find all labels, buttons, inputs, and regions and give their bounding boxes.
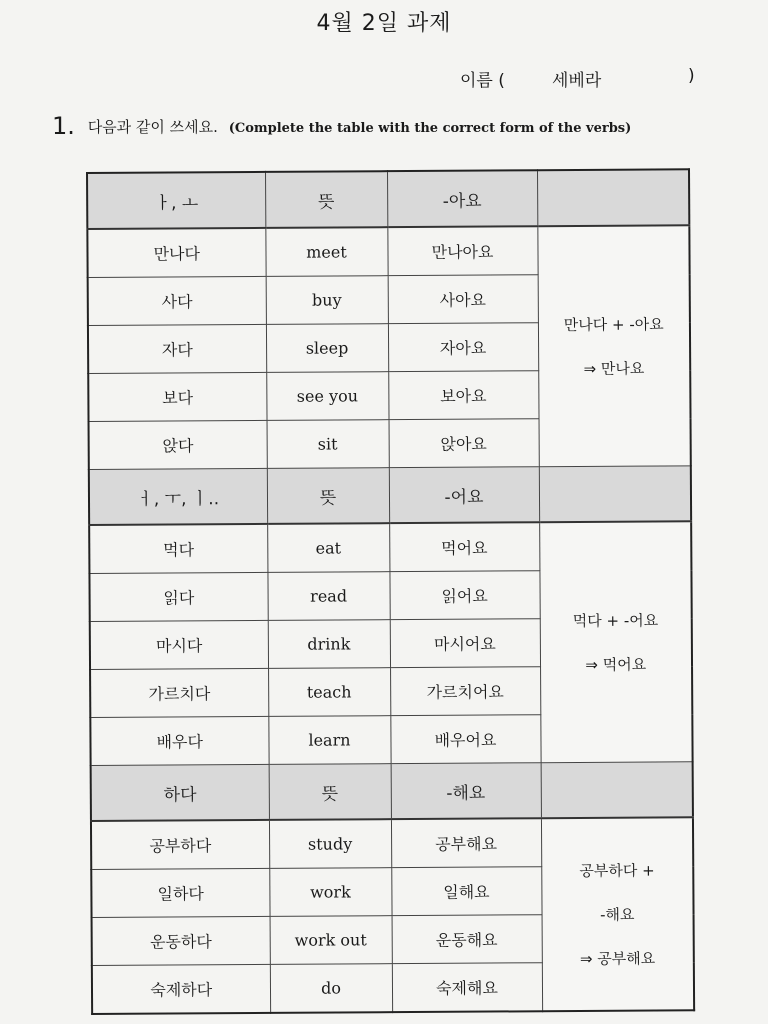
verb-dictionary-form: 먹다 bbox=[89, 524, 267, 574]
rule-line: 만나다 + -아요 bbox=[563, 314, 664, 334]
header-vowel-group: 하다 bbox=[91, 764, 269, 821]
question-number: 1. bbox=[52, 112, 75, 140]
rule-line: ⇒ 만나요 bbox=[583, 359, 645, 378]
header-ending: -아요 bbox=[387, 170, 537, 227]
verb-meaning: work out bbox=[270, 916, 392, 965]
verb-meaning: sleep bbox=[266, 324, 388, 373]
header-vowel-group: ㅏ, ㅗ bbox=[87, 172, 265, 229]
verb-meaning: meet bbox=[265, 227, 387, 276]
verb-dictionary-form: 마시다 bbox=[90, 620, 268, 669]
verb-dictionary-form: 자다 bbox=[88, 324, 266, 373]
verb-conjugated-form: 앉아요 bbox=[389, 419, 539, 468]
verb-conjugated-form: 숙제해요 bbox=[392, 963, 542, 1012]
verb-conjugated-form: 마시어요 bbox=[390, 619, 540, 668]
header-example bbox=[541, 762, 693, 818]
table-row bbox=[89, 521, 691, 573]
header-example bbox=[539, 466, 691, 522]
rule-line: 먹다 + -어요 bbox=[572, 611, 659, 630]
header-ending: -어요 bbox=[389, 467, 539, 523]
section-header-row bbox=[87, 169, 689, 229]
verb-conjugated-form: 배우어요 bbox=[390, 715, 540, 764]
verb-dictionary-form: 숙제하다 bbox=[92, 964, 270, 1014]
verb-meaning: study bbox=[269, 819, 391, 868]
verb-conjugated-form: 가르치어요 bbox=[390, 667, 540, 716]
header-meaning: 뜻 bbox=[269, 764, 391, 820]
header-vowel-group: ㅓ, ㅜ, ㅣ.. bbox=[89, 468, 267, 525]
verb-meaning: eat bbox=[267, 523, 389, 572]
verb-meaning: drink bbox=[268, 620, 390, 669]
verb-conjugated-form: 읽어요 bbox=[389, 571, 539, 620]
verb-dictionary-form: 가르치다 bbox=[90, 668, 268, 717]
verb-dictionary-form: 읽다 bbox=[89, 572, 267, 621]
rule-line: -해요 bbox=[600, 905, 635, 924]
verb-meaning: sit bbox=[267, 420, 389, 469]
verb-conjugated-form: 먹어요 bbox=[389, 522, 539, 571]
conjugation-rule-example bbox=[539, 521, 692, 762]
section-header-row bbox=[91, 762, 693, 821]
rule-line: 공부하다 + bbox=[579, 861, 655, 880]
section-header-row bbox=[89, 466, 691, 525]
rule-line: ⇒ 공부해요 bbox=[579, 949, 656, 968]
verb-conjugated-form: 만나아요 bbox=[387, 226, 537, 275]
verb-dictionary-form: 앉다 bbox=[89, 420, 267, 469]
verb-dictionary-form: 보다 bbox=[88, 372, 266, 421]
verb-conjugated-form: 운동해요 bbox=[392, 915, 542, 964]
header-example bbox=[537, 169, 689, 226]
verb-meaning: do bbox=[270, 964, 392, 1013]
verb-conjugated-form: 자아요 bbox=[388, 323, 538, 372]
table-row bbox=[91, 817, 693, 869]
header-meaning: 뜻 bbox=[265, 171, 387, 228]
verb-conjugated-form: 공부해요 bbox=[391, 818, 541, 867]
verb-meaning: learn bbox=[268, 716, 390, 765]
verb-conjugation-table bbox=[86, 168, 695, 1015]
verb-meaning: see you bbox=[266, 372, 388, 421]
verb-meaning: buy bbox=[266, 276, 388, 325]
verb-table-container bbox=[86, 168, 697, 1024]
instruction-korean: 다음과 같이 쓰세요. bbox=[87, 118, 218, 136]
student-name: 세베라 bbox=[552, 71, 602, 91]
verb-conjugated-form: 사아요 bbox=[388, 275, 538, 324]
name-line bbox=[460, 66, 695, 91]
verb-conjugated-form: 일해요 bbox=[391, 867, 541, 916]
page-title: 4월 2일 과제 bbox=[316, 11, 452, 36]
name-close-paren: ) bbox=[688, 66, 695, 86]
verb-dictionary-form: 일하다 bbox=[91, 868, 269, 917]
verb-meaning: read bbox=[267, 572, 389, 621]
verb-dictionary-form: 배우다 bbox=[90, 716, 268, 765]
rule-line: ⇒ 먹어요 bbox=[585, 655, 647, 674]
header-ending: -해요 bbox=[391, 763, 541, 819]
verb-dictionary-form: 공부하다 bbox=[91, 820, 269, 870]
name-label: 이름 ( bbox=[460, 71, 505, 91]
instruction-english: (Complete the table with the correct form of the verbs) bbox=[228, 121, 632, 136]
verb-dictionary-form: 사다 bbox=[88, 276, 266, 325]
instruction bbox=[52, 112, 631, 140]
verb-dictionary-form: 운동하다 bbox=[92, 916, 270, 965]
header-meaning: 뜻 bbox=[267, 468, 389, 524]
verb-conjugated-form: 보아요 bbox=[388, 371, 538, 420]
table-row bbox=[87, 225, 689, 277]
conjugation-rule-example bbox=[537, 225, 690, 466]
conjugation-rule-example bbox=[541, 817, 694, 1011]
verb-dictionary-form: 만나다 bbox=[87, 228, 265, 278]
verb-meaning: work bbox=[269, 868, 391, 917]
verb-meaning: teach bbox=[268, 668, 390, 717]
